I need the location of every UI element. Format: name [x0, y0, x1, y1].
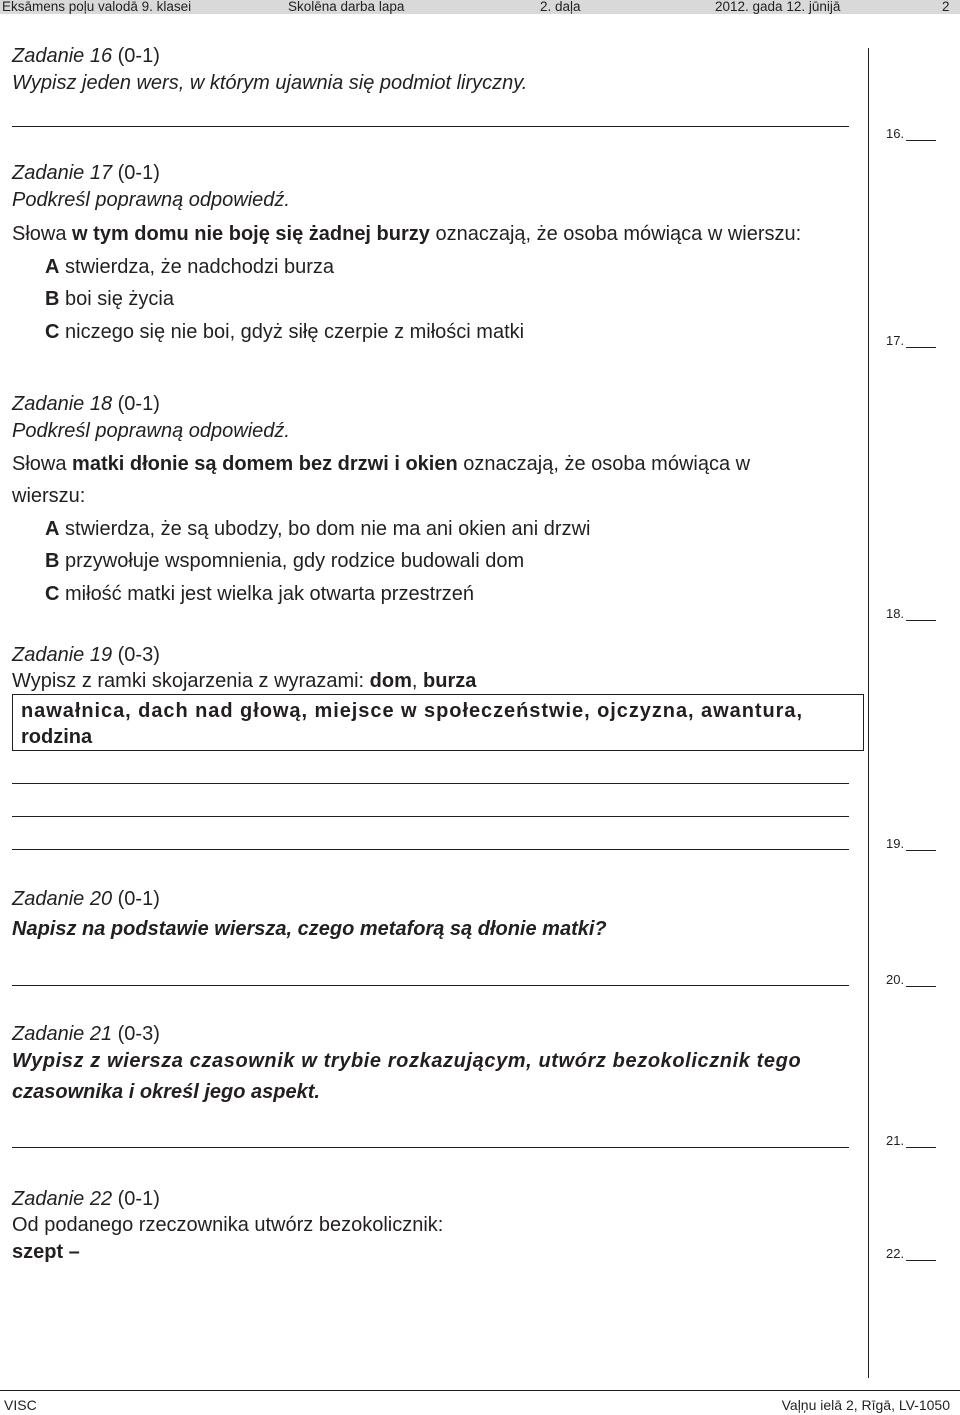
- task-18-instruction: Podkreśl poprawną odpowiedź.: [12, 420, 290, 442]
- task-19-box-line-1: nawałnica, dach nad głową, miejsce w społeczeństwie, ojczyzna, awantura,: [21, 700, 803, 722]
- score-field-20[interactable]: 20.: [886, 972, 936, 987]
- task-18-option-c[interactable]: C miłość matki jest wielka jak otwarta przestrzeń: [45, 583, 475, 605]
- page-header: [0, 0, 960, 14]
- task-16-answer-line[interactable]: [12, 126, 849, 127]
- task-17-option-a[interactable]: A stwierdza, że nadchodzi burza: [45, 256, 335, 278]
- task-17-instruction: Podkreśl poprawną odpowiedź.: [12, 189, 290, 211]
- task-20-answer-line[interactable]: [12, 985, 849, 986]
- footer-rule: [0, 1390, 960, 1391]
- task-22-word[interactable]: szept –: [12, 1241, 80, 1263]
- score-field-16[interactable]: 16.: [886, 126, 936, 141]
- task-21-answer-line[interactable]: [12, 1147, 849, 1148]
- task-19-answer-line-3[interactable]: [12, 849, 849, 850]
- header-part: 2. daļa: [540, 0, 581, 14]
- task-21-instruction-line-2: czasownika i określ jego aspekt.: [12, 1081, 320, 1103]
- header-exam: Eksāmens poļu valodā 9. klasei: [2, 0, 192, 14]
- task-17-option-c[interactable]: C niczego się nie boi, gdyż siłę czerpie z miłości matki: [45, 321, 525, 343]
- score-field-22[interactable]: 22.: [886, 1246, 936, 1261]
- footer-address: Vaļņu ielā 2, Rīgā, LV-1050: [781, 1397, 950, 1413]
- task-21-title: Zadanie 21 (0-3): [12, 1023, 160, 1045]
- task-18-option-b[interactable]: B przywołuje wspomnienia, gdy rodzice budowali dom: [45, 550, 525, 572]
- task-19-answer-line-1[interactable]: [12, 783, 849, 784]
- score-field-18[interactable]: 18.: [886, 606, 936, 621]
- header-booklet: Skolēna darba lapa: [288, 0, 405, 14]
- task-20-instruction: Napisz na podstawie wiersza, czego metaforą są dłonie matki?: [12, 918, 607, 940]
- score-field-17[interactable]: 17.: [886, 333, 936, 348]
- task-18-prompt: Słowa matki dłonie są domem bez drzwi i okien oznaczają, że osoba mówiąca w: [12, 453, 751, 475]
- score-margin-line: [868, 48, 869, 1378]
- header-date: 2012. gada 12. jūnijā: [715, 0, 841, 14]
- task-17-option-b[interactable]: B boi się życia: [45, 288, 174, 310]
- score-field-19[interactable]: 19.: [886, 836, 936, 851]
- task-19-title: Zadanie 19 (0-3): [12, 644, 160, 666]
- task-20-title: Zadanie 20 (0-1): [12, 888, 160, 910]
- task-17-title: Zadanie 17 (0-1): [12, 162, 160, 184]
- footer-org: VISC: [4, 1397, 37, 1413]
- task-22-instruction: Od podanego rzeczownika utwórz bezokolicznik:: [12, 1214, 444, 1236]
- task-18-option-a[interactable]: A stwierdza, że są ubodzy, bo dom nie ma ani okien ani drzwi: [45, 518, 591, 540]
- score-field-21[interactable]: 21.: [886, 1133, 936, 1148]
- header-page-number: 2: [942, 0, 950, 14]
- task-18-prompt-continued: wierszu:: [12, 485, 86, 507]
- task-19-box-line-2: rodzina: [21, 726, 93, 748]
- task-19-answer-line-2[interactable]: [12, 816, 849, 817]
- task-21-instruction-line-1: Wypisz z wiersza czasownik w trybie rozkazującym, utwórz bezokolicznik tego: [12, 1050, 802, 1072]
- task-22-title: Zadanie 22 (0-1): [12, 1188, 160, 1210]
- task-18-title: Zadanie 18 (0-1): [12, 393, 160, 415]
- task-17-prompt: Słowa w tym domu nie boję się żadnej burzy oznaczają, że osoba mówiąca w wierszu:: [12, 223, 802, 245]
- task-16-title: Zadanie 16 (0-1): [12, 45, 160, 67]
- task-16-instruction: Wypisz jeden wers, w którym ujawnia się podmiot liryczny.: [12, 72, 528, 94]
- task-19-instruction: Wypisz z ramki skojarzenia z wyrazami: dom, burza: [12, 670, 477, 692]
